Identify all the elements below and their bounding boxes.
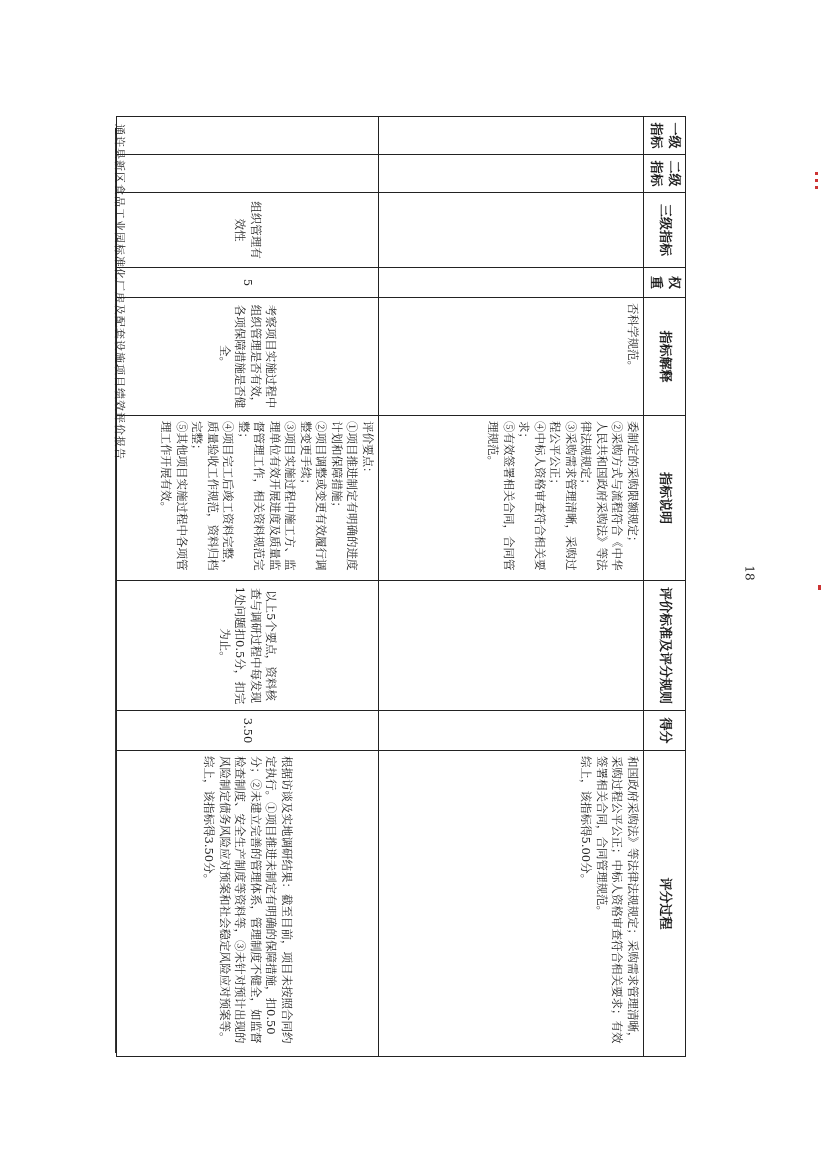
col-description: 指标说明	[643, 416, 685, 581]
evaluation-table	[116, 116, 686, 1057]
scan-mark	[818, 585, 821, 590]
cell-description	[117, 416, 379, 581]
description-line: ④中标人资格审查符合相关要求；	[517, 421, 547, 571]
description-line: 委制定的采购限额规定；	[625, 421, 640, 548]
process-line: 综上，该指标得5.00分。	[579, 756, 594, 886]
table-row	[117, 117, 379, 1057]
cell-weight	[378, 268, 643, 298]
cell-description	[378, 416, 643, 581]
description-line: ④项目完工后竣工资料完整，质量验收工作规范，资料归档完整；	[190, 421, 236, 571]
description-line: 评价要点：	[360, 421, 375, 479]
evaluation-table-wrap	[116, 116, 686, 1056]
cell-process	[378, 751, 643, 1057]
col-explanation: 指标解释	[643, 298, 685, 416]
scan-mark	[815, 186, 818, 189]
cell-process	[117, 751, 379, 1057]
table-row	[378, 117, 643, 1057]
page-header: 通许县新区食品工业园标准化厂房及配套设施项目绩效评价报告	[113, 124, 126, 460]
cell-weight: 5	[117, 268, 379, 298]
col-level2: 二级指标	[643, 155, 685, 193]
cell-explanation: 否科学规范。	[378, 298, 643, 416]
col-score: 得分	[643, 711, 685, 751]
description-line: ⑤有效签署相关合同，合同管理规范。	[486, 421, 516, 571]
cell-level3: 组织管理有效性	[117, 193, 379, 268]
description-line: ②采购方式与流程符合《中华人民共和国政府采购法》等法律法规规定；	[579, 421, 625, 571]
col-level1: 一级指标	[643, 117, 685, 155]
cell-score: 3.50	[117, 711, 379, 751]
description-line: ⑤其他项目实施过程中各项管理工作开展有效。	[159, 421, 189, 571]
description-line: ②项目调整或变更有效履行调整变更手续；	[298, 421, 329, 571]
process-line: 和国政府采购法》等法律法规规定；采购需求管理清晰，采购过程公平公正；中标人资格审查符合相关要求；有效签署相关合同，合同管理规范。	[594, 756, 640, 1044]
col-level3: 三级指标	[643, 193, 685, 268]
process-line: 根据访谈及实地调研结果：截至目前，项目未按照合同约定执行。①项目推进未制定有明确的保障措施，扣0.50分；②未建立完善的管理体系，管理制度不健全，如监督检查制度、安全生产制度等资料等，③未针对预计出现的风险制定债务风险应对预案和社会稳定风险应对预案等。	[217, 756, 294, 1044]
cell-level1	[378, 117, 643, 155]
scan-edge-marks	[812, 168, 820, 228]
cell-criteria: 以上5个要点，资料核查与调研过程中每发现1处问题扣0.5分，扣完为止。	[117, 581, 379, 711]
description-line: ①项目推进制定有明确的进度计划和保障措施；	[329, 421, 360, 571]
cell-level3	[378, 193, 643, 268]
scan-mark	[815, 179, 818, 182]
cell-score	[378, 711, 643, 751]
cell-level2	[378, 155, 643, 193]
cell-level1	[117, 117, 379, 155]
col-criteria: 评价标准及评分规则	[643, 581, 685, 711]
cell-criteria	[378, 581, 643, 711]
cell-explanation: 考察项目实施过程中组织管理是否有效，各项保障措施是否健全。	[117, 298, 379, 416]
col-weight: 权重	[643, 268, 685, 298]
scan-mark	[815, 172, 818, 175]
description-line: ③采购需求管理清晰，采购过程公平公正；	[548, 421, 578, 571]
table-header-row	[643, 117, 685, 1057]
col-process: 评分过程	[643, 751, 685, 1057]
process-line: 综上，该指标得3.50分。	[202, 756, 217, 886]
description-line: ③项目实施过程中施工方、监理单位有效开展进度及质量监督管理工作，相关资料规范完整；	[236, 421, 298, 571]
page-number: 18	[742, 565, 757, 581]
cell-level2	[117, 155, 379, 193]
